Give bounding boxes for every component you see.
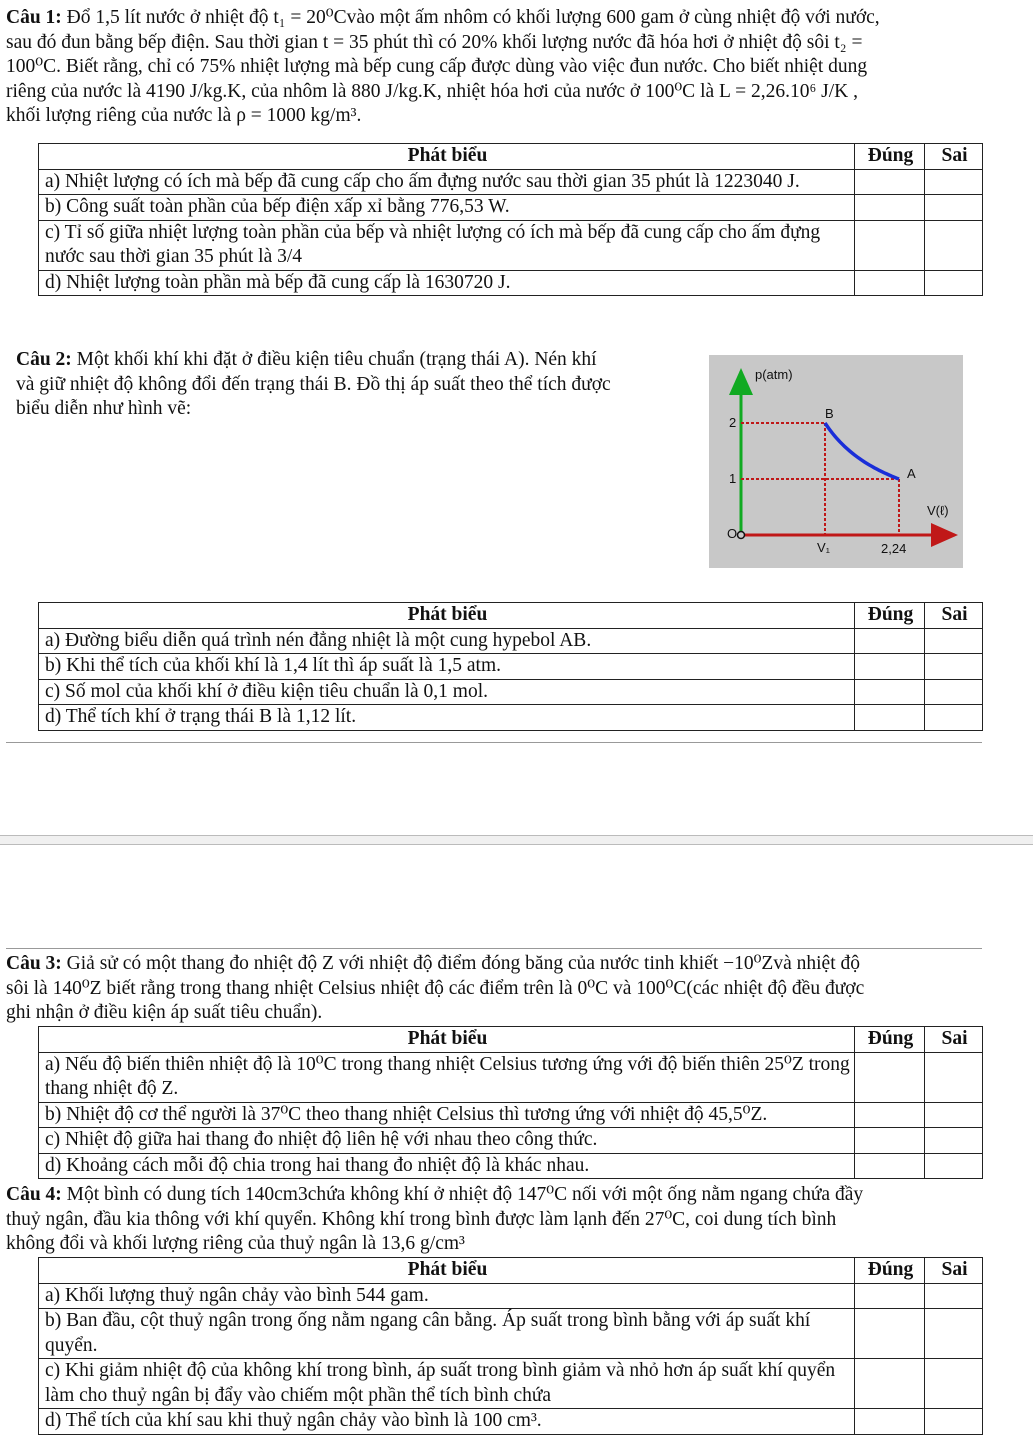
statement-cell: b) Ban đầu, cột thuỷ ngân trong ống nằm ngang cân bằng. Áp suất trong bình bằng với áp suất khí quyển. [39, 1309, 855, 1359]
header-statement: Phát biểu [39, 1258, 855, 1284]
question-4-table [38, 1257, 983, 1435]
table-row [39, 1309, 983, 1359]
question-1-table [38, 143, 983, 296]
table-row [39, 220, 983, 270]
false-cell[interactable] [925, 705, 983, 731]
table-row [39, 705, 983, 731]
section-divider [6, 742, 982, 743]
question-3-label: Câu 3: [6, 953, 62, 974]
table-row [39, 195, 983, 221]
true-cell[interactable] [855, 705, 925, 731]
true-cell[interactable] [855, 1283, 925, 1309]
false-cell[interactable] [925, 1309, 983, 1359]
question-2-text: Câu 2: Một khối khí khi đặt ở điều kiện tiêu chuẩn (trạng thái A). Nén khí và giữ nhiệt độ không đổi đến trạng thái B. Đồ thị áp suất theo thể tích được biểu diễn như hình vẽ: [16, 349, 611, 419]
false-cell[interactable] [925, 1052, 983, 1102]
table-header-row [39, 144, 983, 170]
x-axis-label: V(ℓ) [927, 503, 949, 518]
statement-cell: a) Nếu độ biến thiên nhiệt độ là 10⁰C trong thang nhiệt Celsius tương ứng với độ biến thiên 25⁰Z trong thang nhiệt độ Z. [39, 1052, 855, 1102]
true-cell[interactable] [855, 1128, 925, 1154]
table-row [39, 1128, 983, 1154]
true-cell[interactable] [855, 1309, 925, 1359]
pv-graph [709, 355, 963, 568]
table-row [39, 270, 983, 296]
true-cell[interactable] [855, 1052, 925, 1102]
statement-cell: c) Khi giảm nhiệt độ của không khí trong bình, áp suất trong bình giảm và nhỏ hơn áp suất khí quyển làm cho thuỷ ngân bị đẩy vào chiếm một phần thể tích bình chứa [39, 1359, 855, 1409]
table-row [39, 169, 983, 195]
false-cell[interactable] [925, 628, 983, 654]
header-false: Sai [925, 603, 983, 629]
guide-lines [741, 423, 899, 535]
page-break [0, 835, 1033, 845]
header-statement: Phát biểu [39, 144, 855, 170]
point-label-A: A [907, 466, 916, 481]
table-header-row [39, 1258, 983, 1284]
x-tick-label-v1: V₁ [817, 540, 831, 555]
true-cell[interactable] [855, 195, 925, 221]
table-header-row [39, 1027, 983, 1053]
statement-cell: a) Nhiệt lượng có ích mà bếp đã cung cấp cho ấm đựng nước sau thời gian 35 phút là 1223040 J. [39, 169, 855, 195]
question-1-table-wrap [6, 143, 982, 296]
true-cell[interactable] [855, 1102, 925, 1128]
y-tick-label-2: 2 [729, 415, 737, 430]
true-cell[interactable] [855, 270, 925, 296]
question-2 [16, 348, 688, 422]
statement-cell: c) Nhiệt độ giữa hai thang đo nhiệt độ liên hệ với nhau theo công thức. [39, 1128, 855, 1154]
header-statement: Phát biểu [39, 603, 855, 629]
question-4-label: Câu 4: [6, 1184, 62, 1205]
true-cell[interactable] [855, 1409, 925, 1435]
table-row [39, 1102, 983, 1128]
false-cell[interactable] [925, 1283, 983, 1309]
false-cell[interactable] [925, 1102, 983, 1128]
question-4-text: Câu 4: Một bình có dung tích 140cm3chứa không khí ở nhiệt độ 147⁰C nối với một ống nằm ngang chứa đầy thuỷ ngân, đầu kia thông với khí quyển. Không khí trong bình được làm lạnh đến 27⁰C, coi dung tích bình không đổi và khối lượng riêng của thuỷ ngân là 13,6 g/cm³ [6, 1184, 864, 1254]
question-4 [6, 1183, 982, 1257]
statement-cell: d) Thể tích của khí sau khi thuỷ ngân chảy vào bình là 100 cm³. [39, 1409, 855, 1435]
header-true: Đúng [855, 1258, 925, 1284]
table-row [39, 654, 983, 680]
header-statement: Phát biểu [39, 1027, 855, 1053]
statement-cell: a) Đường biểu diễn quá trình nén đẳng nhiệt là một cung hypebol AB. [39, 628, 855, 654]
x-tick-label-2-24: 2,24 [881, 541, 907, 556]
table-row [39, 1153, 983, 1179]
header-true: Đúng [855, 603, 925, 629]
header-false: Sai [925, 144, 983, 170]
false-cell[interactable] [925, 195, 983, 221]
header-true: Đúng [855, 144, 925, 170]
section-divider [6, 948, 982, 949]
true-cell[interactable] [855, 1153, 925, 1179]
pressure-volume-chart [709, 355, 963, 568]
y-axis-label: p(atm) [755, 367, 793, 382]
false-cell[interactable] [925, 270, 983, 296]
statement-cell: c) Tỉ số giữa nhiệt lượng toàn phần của bếp và nhiệt lượng có ích mà bếp đã cung cấp cho ấm đựng nước sau thời gian 35 phút là 3/4 [39, 220, 855, 270]
origin-label: O [727, 526, 738, 541]
true-cell[interactable] [855, 1359, 925, 1409]
false-cell[interactable] [925, 1409, 983, 1435]
y-tick-label-1: 1 [729, 471, 737, 486]
table-row [39, 1409, 983, 1435]
question-2-label: Câu 2: [16, 349, 72, 370]
true-cell[interactable] [855, 220, 925, 270]
false-cell[interactable] [925, 220, 983, 270]
header-true: Đúng [855, 1027, 925, 1053]
isotherm-curve-AB [825, 423, 899, 479]
false-cell[interactable] [925, 654, 983, 680]
statement-cell: c) Số mol của khối khí ở điều kiện tiêu chuẩn là 0,1 mol. [39, 679, 855, 705]
statement-cell: b) Khi thể tích của khối khí là 1,4 lít thì áp suất là 1,5 atm. [39, 654, 855, 680]
statement-cell: d) Khoảng cách mỗi độ chia trong hai thang đo nhiệt độ là khác nhau. [39, 1153, 855, 1179]
question-4-table-wrap [6, 1257, 982, 1435]
question-3-table-wrap [6, 1026, 982, 1179]
question-3-table [38, 1026, 983, 1179]
question-3-text: Câu 3: Giả sử có một thang đo nhiệt độ Z với nhiệt độ điểm đóng băng của nước tinh khiết −10⁰Zvà nhiệt độ sôi là 140⁰Z biết rằng trong thang nhiệt Celsius nhiệt độ các điểm trên là 0⁰C và 100⁰C(các nhiệt độ đều được ghi nhận ở điều kiện áp suất tiêu chuẩn). [6, 953, 865, 1023]
header-false: Sai [925, 1027, 983, 1053]
question-1-label: Câu 1: [6, 7, 62, 28]
true-cell[interactable] [855, 654, 925, 680]
origin-dot [738, 532, 745, 539]
false-cell[interactable] [925, 679, 983, 705]
question-1 [6, 6, 982, 129]
false-cell[interactable] [925, 1359, 983, 1409]
header-false: Sai [925, 1258, 983, 1284]
true-cell[interactable] [855, 169, 925, 195]
false-cell[interactable] [925, 1153, 983, 1179]
statement-cell: d) Nhiệt lượng toàn phần mà bếp đã cung cấp là 1630720 J. [39, 270, 855, 296]
true-cell[interactable] [855, 679, 925, 705]
table-row [39, 1359, 983, 1409]
statement-cell: d) Thể tích khí ở trạng thái B là 1,12 lít. [39, 705, 855, 731]
statement-cell: b) Công suất toàn phần của bếp điện xấp xỉ bằng 776,53 W. [39, 195, 855, 221]
table-row [39, 1052, 983, 1102]
false-cell[interactable] [925, 1128, 983, 1154]
true-cell[interactable] [855, 628, 925, 654]
question-2-table [38, 602, 983, 731]
table-row [39, 628, 983, 654]
false-cell[interactable] [925, 169, 983, 195]
question-3 [6, 952, 982, 1026]
table-row [39, 1283, 983, 1309]
question-1-text: Câu 1: Đổ 1,5 lít nước ở nhiệt độ t₁ = 20⁰Cvào một ấm nhôm có khối lượng 600 gam ở cùng nhiệt độ với nước, sau đó đun bằng bếp điện. Sau thời gian t = 35 phút thì có 20% khối lượng nước đã hóa hơi ở nhiệt độ sôi t₂ = 100⁰C. Biết rằng, chỉ có 75% nhiệt lượng mà bếp cung cấp được dùng vào việc đun nước. Cho biết nhiệt dung riêng của nước là 4190 J/kg.K, của nhôm là 880 J/kg.K, nhiệt hóa hơi của nước ở 100⁰C là L = 2,26.10⁶ J/K , khối lượng riêng của nước là ρ = 1000 kg/m³. [6, 7, 880, 126]
table-header-row [39, 603, 983, 629]
point-label-B: B [825, 406, 834, 421]
statement-cell: b) Nhiệt độ cơ thể người là 37⁰C theo thang nhiệt Celsius thì tương ứng với nhiệt độ 45,5⁰Z. [39, 1102, 855, 1128]
table-row [39, 679, 983, 705]
question-2-table-wrap [6, 602, 982, 731]
statement-cell: a) Khối lượng thuỷ ngân chảy vào bình 544 gam. [39, 1283, 855, 1309]
